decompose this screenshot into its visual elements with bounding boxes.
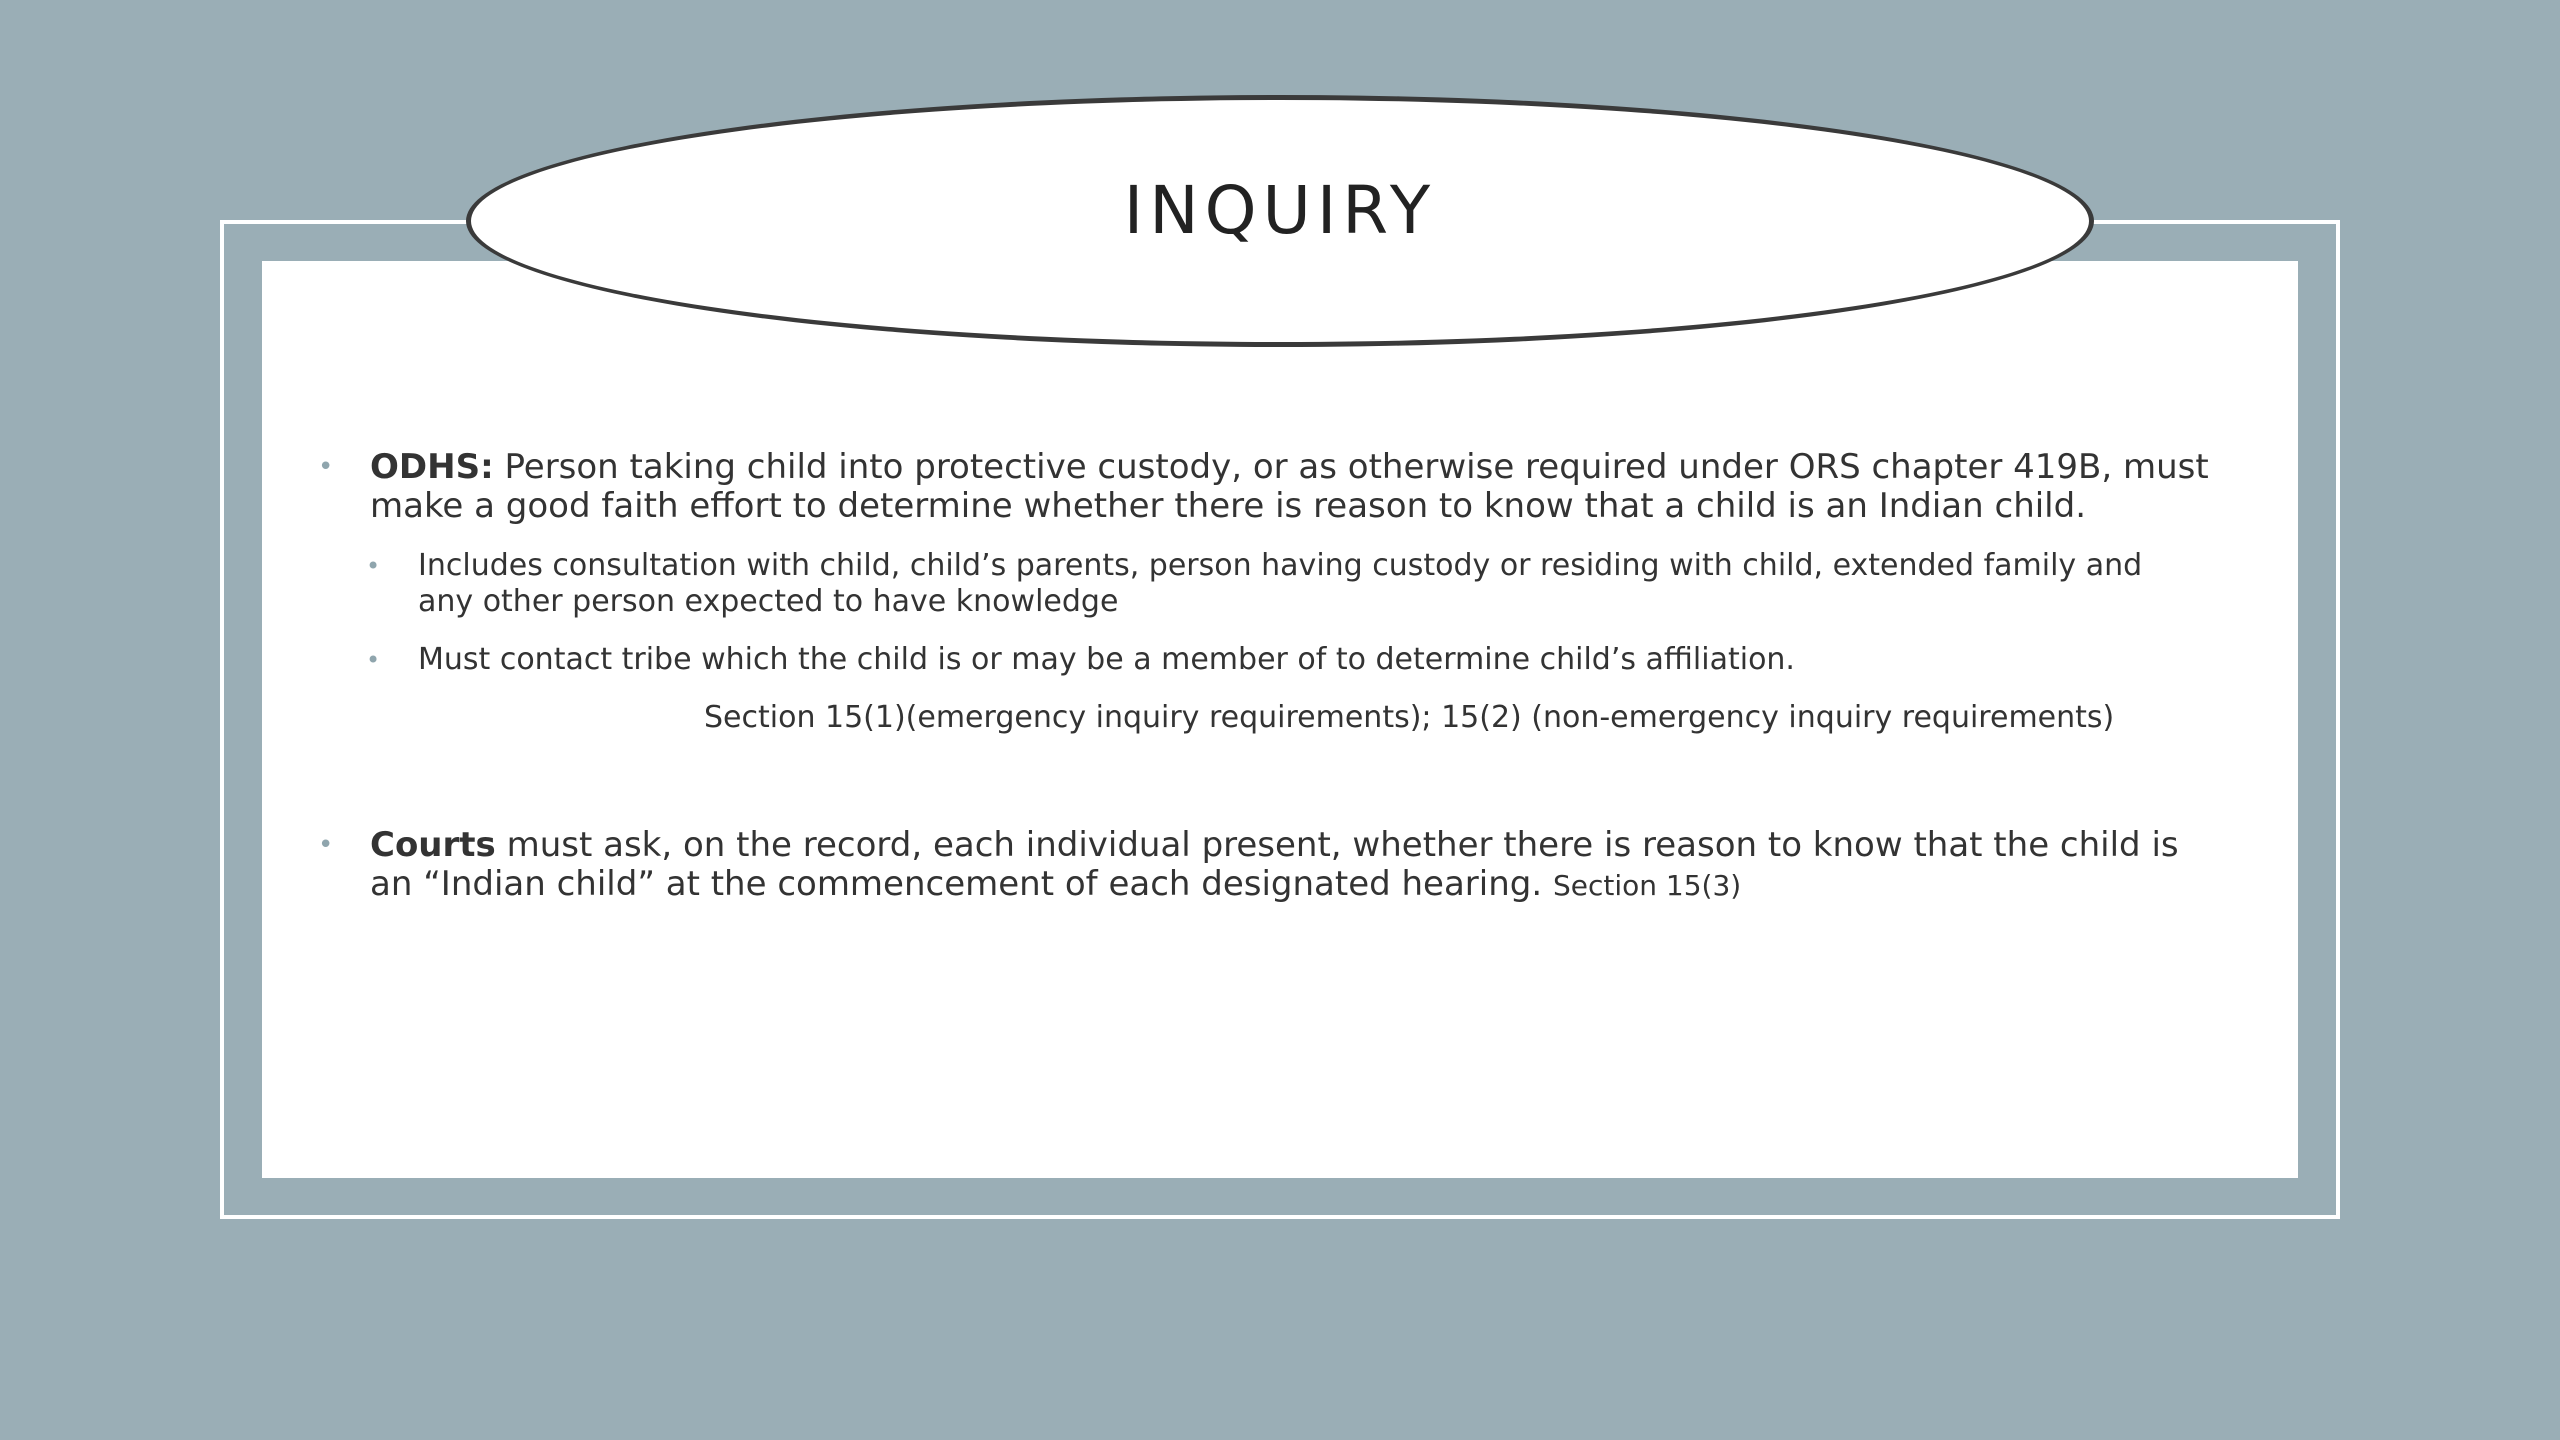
sub-bullet-consultation: • Includes consultation with child, child’s parents, person having custody or residing with child, extended family and any other person expected to have knowledge (366, 548, 2198, 620)
bullet-courts-lead: Courts (370, 825, 496, 865)
bullet-odhs (318, 448, 2230, 526)
slide-body (318, 447, 2209, 905)
bullet-courts-text: must ask, on the record, each individual present, whether there is reason to know that the child is an “Indian child” at the commencement of each designated hearing. (370, 825, 2179, 904)
title-oval (466, 95, 2094, 347)
citation-section-15-3: Section 15(3) (1552, 869, 1742, 902)
citation-section-15-1-2: Section 15(1)(emergency inquiry requirements); 15(2) (non-emergency inquiry requirements) (704, 700, 2115, 735)
bullet-courts (318, 826, 2230, 905)
spacer (318, 736, 2198, 826)
slide-title: INQUIRY (1123, 171, 1437, 249)
bullet-odhs-text: Person taking child into protective custody, or as otherwise required under ORS chapter 419B, must make a good faith effort to determine whether there is reason to know that a child is an Indian child. (370, 447, 2209, 526)
bullet-odhs-lead: ODHS: (370, 447, 494, 487)
sub-bullet-contact-tribe: • Must contact tribe which the child is or may be a member of to determine child’s affiliation. (366, 642, 2198, 678)
